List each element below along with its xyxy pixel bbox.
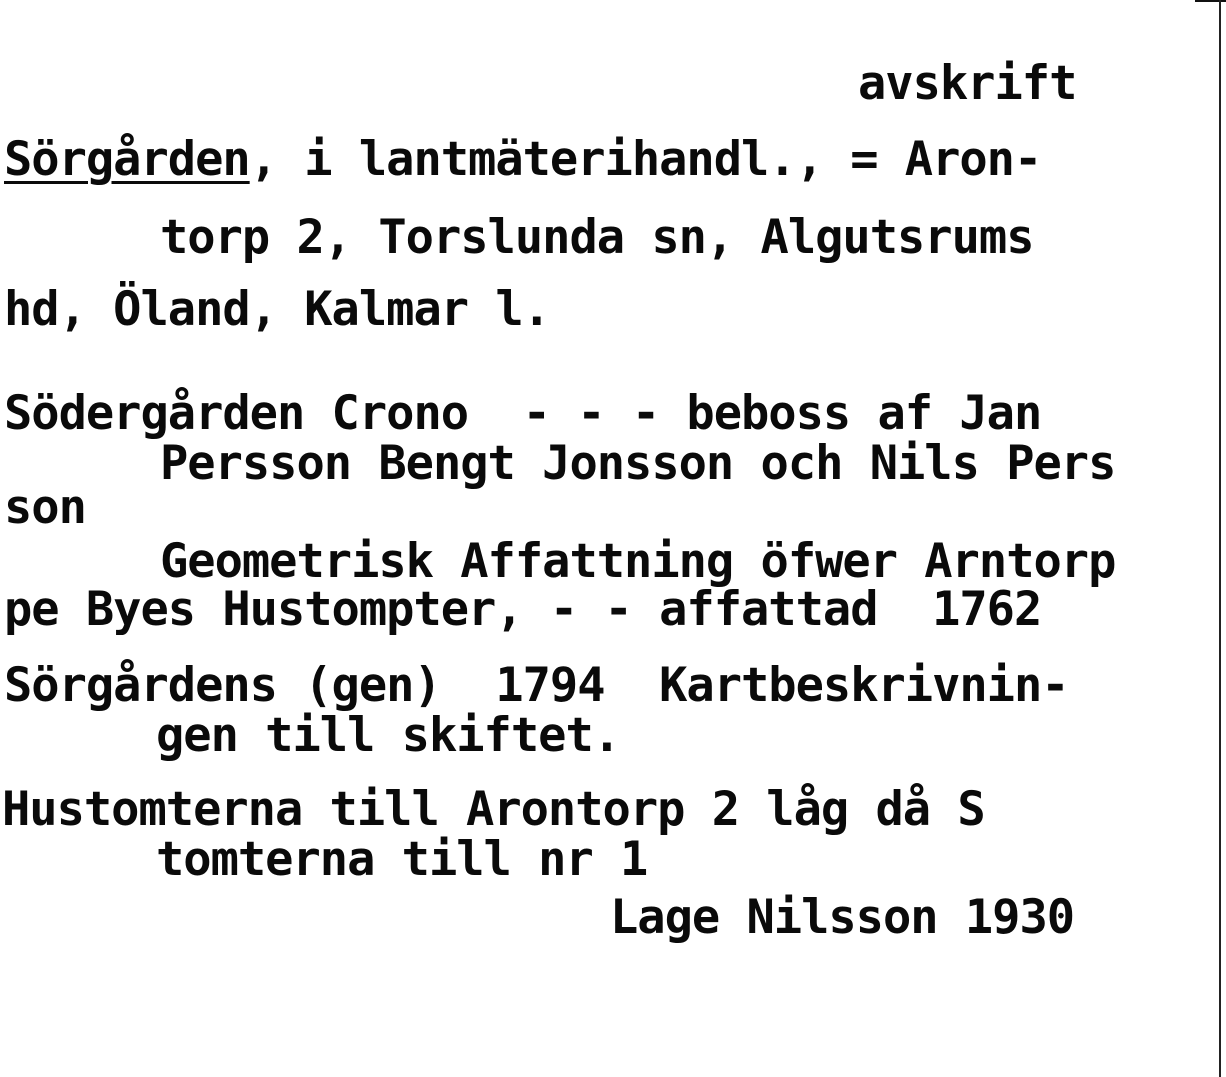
entry-line-3: hd, Öland, Kalmar l. — [4, 282, 550, 337]
source-3-line-2: gen till skiftet. — [156, 708, 621, 763]
entry-place-name: Sörgården — [4, 132, 250, 187]
source-1-line-1: Södergården Crono - - - beboss af Jan — [4, 386, 1042, 441]
card-edge-right — [1219, 0, 1221, 1077]
note-line-2: tomterna till nr 1 — [156, 832, 648, 887]
header-label: avskrift — [858, 56, 1077, 111]
source-1-line-2: Persson Bengt Jonsson och Nils Pers — [160, 436, 1116, 491]
source-1-line-3: son — [4, 480, 86, 535]
entry-line-1-rest: , i lantmäterihandl., = Aron- — [249, 132, 1042, 187]
source-3-line-1: Sörgårdens (gen) 1794 Kartbeskrivnin- — [4, 658, 1069, 713]
source-2-line-2: pe Byes Hustompter, - - affattad 1762 — [4, 582, 1042, 637]
entry-line-1 — [4, 134, 1041, 186]
note-line-1: Hustomterna till Arontorp 2 låg då S — [2, 782, 985, 837]
entry-line-2: torp 2, Torslunda sn, Algutsrums — [160, 210, 1034, 265]
signature: Lage Nilsson 1930 — [610, 890, 1075, 945]
source-2-line-1: Geometrisk Affattning öfwer Arntorp — [160, 534, 1116, 589]
card-edge-top — [1195, 0, 1226, 2]
